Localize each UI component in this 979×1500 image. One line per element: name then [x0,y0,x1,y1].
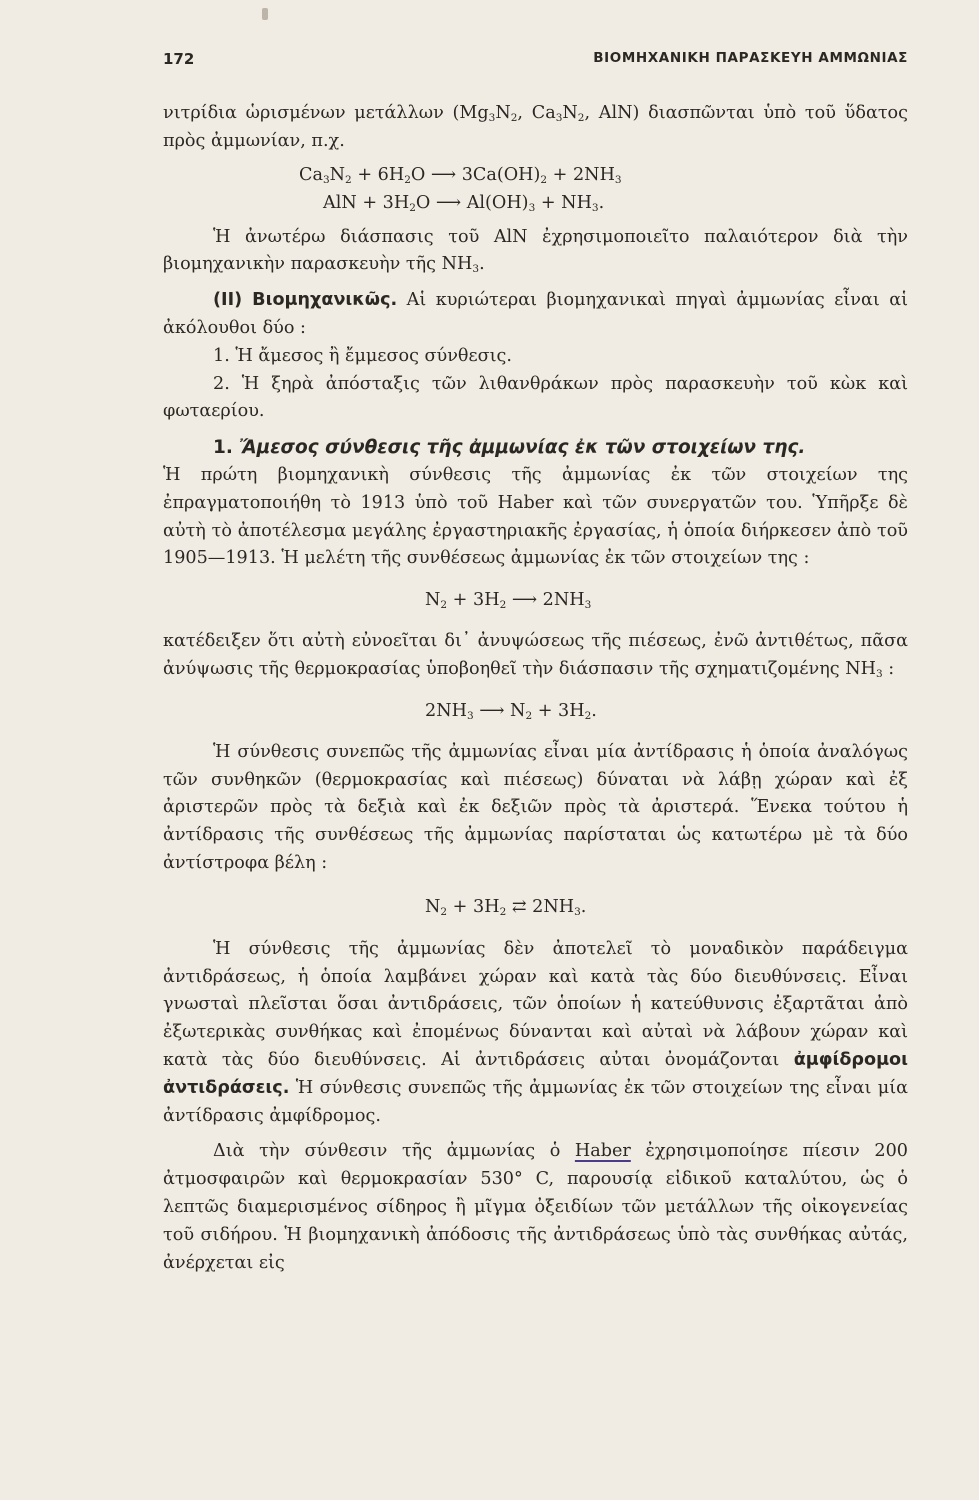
paragraph-haber-conditions: Διὰ τὴν σύνθεσιν τῆς ἀμμωνίας ὁ Haber ἐχρησιμοποίησε πίεσιν 200 ἀτμοσφαιρῶν καὶ θερμοκρασίαν 530° C, παρουσίᾳ εἰδικοῦ καταλύτου, ὡς ὁ λεπτῶς διαμερισμένος σίδηρος ἢ μῖγμα ὀξειδίων τῶν μετάλλων τῆς οἰκογενείας τοῦ σιδήρου. Ἡ βιομηχανικὴ ἀπόδοσις τῆς ἀντιδράσεως ὑπὸ τὰς συνθήκας αὐτάς, ἀνέρχεται εἰς [163,1141,908,1273]
section-heading: 1. Ἄμεσος σύνθεσις τῆς ἀμμωνίας ἐκ τῶν στοιχείων της. [213,437,806,459]
paragraph-reversibility: Ἡ σύνθεσις συνεπῶς τῆς ἀμμωνίας εἶναι μία ἀντίδρασις ἡ ὁποία ἀναλόγως τῶν συνθηκῶν (θερμοκρασίας καὶ πιέσεως) δύναται νὰ λάβῃ χώραν καὶ ἐξ ἀριστερῶν πρὸς τὰ δεξιὰ καὶ ἐκ δεξιῶν πρὸς τὰ ἀριστερά. Ἕνεκα τούτου ἡ ἀντίδρασις τῆς συνθέσεως τῆς ἀμμωνίας παρίσταται ὡς κατωτέρω μὲ τὰ δύο ἀντίστροφα βέλη : [163,741,908,873]
paragraph-nitrides: νιτρίδια ὡρισμένων μετάλλων ($Mg_3N_2$, $Ca_3N_2$, AlN) διασπῶνται ὑπὸ τοῦ ὕδατος πρὸς ἀμμωνίαν, π.χ. [163,103,909,151]
paragraph-pressure-effect: κατέδειξεν ὅτι αὐτὴ εὐνοεῖται δι᾽ ἀνυψώσεως τῆς πιέσεως, ἐνῶ ἀντιθέτως, πᾶσα ἀνύψωσις τῆς θερμοκρασίας ὑποβοηθεῖ τὴν διάσπασιν τῆς σχηματιζομένης $NH_3$ : [163,631,908,680]
equation-block-hydrolysis [163,156,908,218]
running-title: ΒΙΟΜΗΧΑΝΙΚΗ ΠΑΡΑΣΚΕΥΗ ΑΜΜΩΝΙΑΣ [593,50,908,66]
paragraph-industrial: (II) Βιομηχανικῶς. Αἱ κυριώτεραι βιομηχανικαὶ πηγαὶ ἀμμωνίας εἶναι αἱ ἀκόλουθοι δύο : [163,290,908,338]
equation-ca3n2: $Ca_3N_2 + 6H_2O$ ⟶ $3Ca(OH)_2 + 2NH_3$ [299,164,622,186]
equation-aln: AlN + $3H_2O$ ⟶ $Al(OH)_3 + NH_3$. [323,192,605,214]
paragraph-aln-usage: Ἡ ἀνωτέρω διάσπασις τοῦ AlN ἐχρησιμοποιεῖτο παλαιότερον διὰ τὴν βιομηχανικὴν παρασκευὴν τῆς $NH_3$. [163,226,908,276]
paragraph-reversible-reactions: Ἡ σύνθεσις τῆς ἀμμωνίας δὲν ἀποτελεῖ τὸ μοναδικὸν παράδειγμα ἀντιδράσεως, ἡ ὁποία λαμβάνει χώραν καὶ κατὰ τὰς δύο διευθύνσεις. Εἶναι γνωσταὶ πλεῖσται ὅσαι ἀντιδράσεις, τῶν ὁποίων ἡ κατεύθυνσις ἐξαρτᾶται ἀπὸ ἐξωτερικὰς συνθήκας καὶ ἐπομένως δύνανται καὶ αὐταὶ νὰ λάβουν χώραν καὶ κατὰ τὰς δύο διευθύνσεις. Αἱ ἀντιδράσεις αὐται ὀνομάζονται ἀμφίδρομοι ἀντιδράσεις. Ἡ σύνθεσις συνεπῶς τῆς ἀμμωνίας ἐκ τῶν στοιχείων της εἶναι μία ἀντίδρασις ἀμφίδρομος. [163,938,908,1126]
ink-mark [262,8,268,20]
haber-underlined: Haber [574,1141,631,1162]
equation-decomposition: $2NH_3$ ⟶ $N_2 + 3H_2$. [425,700,597,722]
reversible-term: ἀμφίδρομοι ἀντιδράσεις. [163,1049,908,1098]
page-header [163,50,908,76]
equation-equilibrium: $N_2 + 3H_2$ ⇄ $2NH_3$. [425,896,587,918]
list-item-synthesis: 1. Ἡ ἄμεσος ἢ ἔμμεσος σύνθεσις. [213,345,512,366]
industrial-label: (II) Βιομηχανικῶς. [213,290,398,311]
page-body [163,100,908,1277]
equation-synthesis: $N_2 + 3H_2$ ⟶ $2NH_3$ [425,590,592,612]
paragraph-haber-history: Ἡ πρώτη βιομηχανικὴ σύνθεσις τῆς ἀμμωνίας ἐκ τῶν στοιχείων της ἐπραγματοποιήθη τὸ 1913 ὑπὸ τοῦ Haber καὶ τῶν συνεργατῶν του. Ὑπῆρξε δὲ αὐτὴ τὸ ἀποτέλεσμα μεγάλης ἐργαστηριακῆς ἐργασίας, ἡ ὁποία διήρκεσεν ἀπὸ τοῦ 1905—1913. Ἡ μελέτη τῆς συνθέσεως ἀμμωνίας ἐκ τῶν στοιχείων της : [163,464,908,569]
list-item-distillation: 2. Ἡ ξηρὰ ἀπόσταξις τῶν λιθανθράκων πρὸς παρασκευὴν τοῦ κὼκ καὶ φωταερίου. [163,373,908,422]
page-number: 172 [163,50,195,68]
